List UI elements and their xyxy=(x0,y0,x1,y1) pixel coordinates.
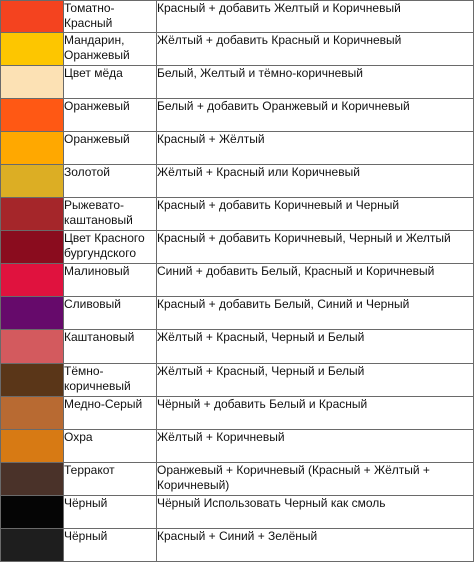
mix-recipe: Красный + добавить Белый, Синий и Черный xyxy=(157,297,474,330)
swatch-cell xyxy=(1,297,64,330)
table-row xyxy=(1,231,474,264)
table-row xyxy=(1,132,474,165)
color-swatch xyxy=(1,430,63,462)
color-swatch xyxy=(1,264,63,296)
mix-recipe: Красный + добавить Коричневый и Черный xyxy=(157,198,474,231)
table-row xyxy=(1,330,474,363)
color-name: Чёрный xyxy=(64,495,157,528)
color-name: Оранжевый xyxy=(64,99,157,132)
mix-recipe: Красный + Синий + Зелёный xyxy=(157,528,474,561)
table-row xyxy=(1,198,474,231)
mix-recipe: Синий + добавить Белый, Красный и Коричневый xyxy=(157,264,474,297)
swatch-cell xyxy=(1,495,64,528)
swatch-cell xyxy=(1,66,64,99)
color-name: Охра xyxy=(64,429,157,462)
color-name: Тёмно-коричневый xyxy=(64,363,157,396)
mix-recipe: Жёлтый + Коричневый xyxy=(157,429,474,462)
table-row xyxy=(1,165,474,198)
table-row xyxy=(1,396,474,429)
swatch-cell xyxy=(1,132,64,165)
swatch-cell xyxy=(1,429,64,462)
color-name: Терракот xyxy=(64,462,157,495)
color-swatch xyxy=(1,496,63,528)
swatch-cell xyxy=(1,528,64,561)
swatch-cell xyxy=(1,198,64,231)
swatch-cell xyxy=(1,99,64,132)
color-swatch xyxy=(1,66,63,98)
color-swatch xyxy=(1,529,63,561)
color-swatch xyxy=(1,364,63,396)
color-swatch xyxy=(1,297,63,329)
swatch-cell xyxy=(1,363,64,396)
table-row xyxy=(1,66,474,99)
mix-recipe: Красный + добавить Коричневый, Черный и Желтый xyxy=(157,231,474,264)
color-name: Цвет Красного бургундского xyxy=(64,231,157,264)
color-swatch xyxy=(1,198,63,230)
color-name: Оранжевый xyxy=(64,132,157,165)
table-row xyxy=(1,33,474,66)
color-swatch xyxy=(1,231,63,263)
color-swatch xyxy=(1,33,63,65)
swatch-cell xyxy=(1,165,64,198)
mix-recipe: Жёлтый + Красный или Коричневый xyxy=(157,165,474,198)
color-swatch xyxy=(1,1,63,32)
color-name: Каштановый xyxy=(64,330,157,363)
table-row xyxy=(1,99,474,132)
table-row xyxy=(1,528,474,561)
mix-recipe: Белый + добавить Оранжевый и Коричневый xyxy=(157,99,474,132)
color-swatch xyxy=(1,463,63,495)
color-name: Мандарин, Оранжевый xyxy=(64,33,157,66)
color-name: Малиновый xyxy=(64,264,157,297)
swatch-cell xyxy=(1,231,64,264)
table-row xyxy=(1,264,474,297)
color-name: Сливовый xyxy=(64,297,157,330)
color-swatch xyxy=(1,165,63,197)
swatch-cell xyxy=(1,396,64,429)
mix-recipe: Красный + добавить Желтый и Коричневый xyxy=(157,1,474,33)
color-swatch xyxy=(1,132,63,164)
swatch-cell xyxy=(1,1,64,33)
color-name: Чёрный xyxy=(64,528,157,561)
mix-recipe: Чёрный + добавить Белый и Красный xyxy=(157,396,474,429)
table-body xyxy=(1,1,474,562)
mix-recipe: Красный + Жёлтый xyxy=(157,132,474,165)
mix-recipe: Чёрный Использовать Черный как смоль xyxy=(157,495,474,528)
table-row xyxy=(1,495,474,528)
mix-recipe: Белый, Желтый и тёмно-коричневый xyxy=(157,66,474,99)
color-name: Томатно-Красный xyxy=(64,1,157,33)
swatch-cell xyxy=(1,462,64,495)
table-row xyxy=(1,462,474,495)
color-name: Золотой xyxy=(64,165,157,198)
table-row xyxy=(1,297,474,330)
swatch-cell xyxy=(1,330,64,363)
color-name: Цвет мёда xyxy=(64,66,157,99)
table-row xyxy=(1,363,474,396)
color-swatch xyxy=(1,330,63,362)
table-row xyxy=(1,429,474,462)
mix-recipe: Оранжевый + Коричневый (Красный + Жёлтый + Коричневый) xyxy=(157,462,474,495)
color-swatch xyxy=(1,397,63,429)
mix-recipe: Жёлтый + Красный, Черный и Белый xyxy=(157,330,474,363)
swatch-cell xyxy=(1,264,64,297)
mix-recipe: Жёлтый + добавить Красный и Коричневый xyxy=(157,33,474,66)
swatch-cell xyxy=(1,33,64,66)
color-name: Рыжевато-каштановый xyxy=(64,198,157,231)
mix-recipe: Жёлтый + Красный, Черный и Белый xyxy=(157,363,474,396)
color-name: Медно-Серый xyxy=(64,396,157,429)
table-row xyxy=(1,1,474,33)
color-swatch xyxy=(1,99,63,131)
